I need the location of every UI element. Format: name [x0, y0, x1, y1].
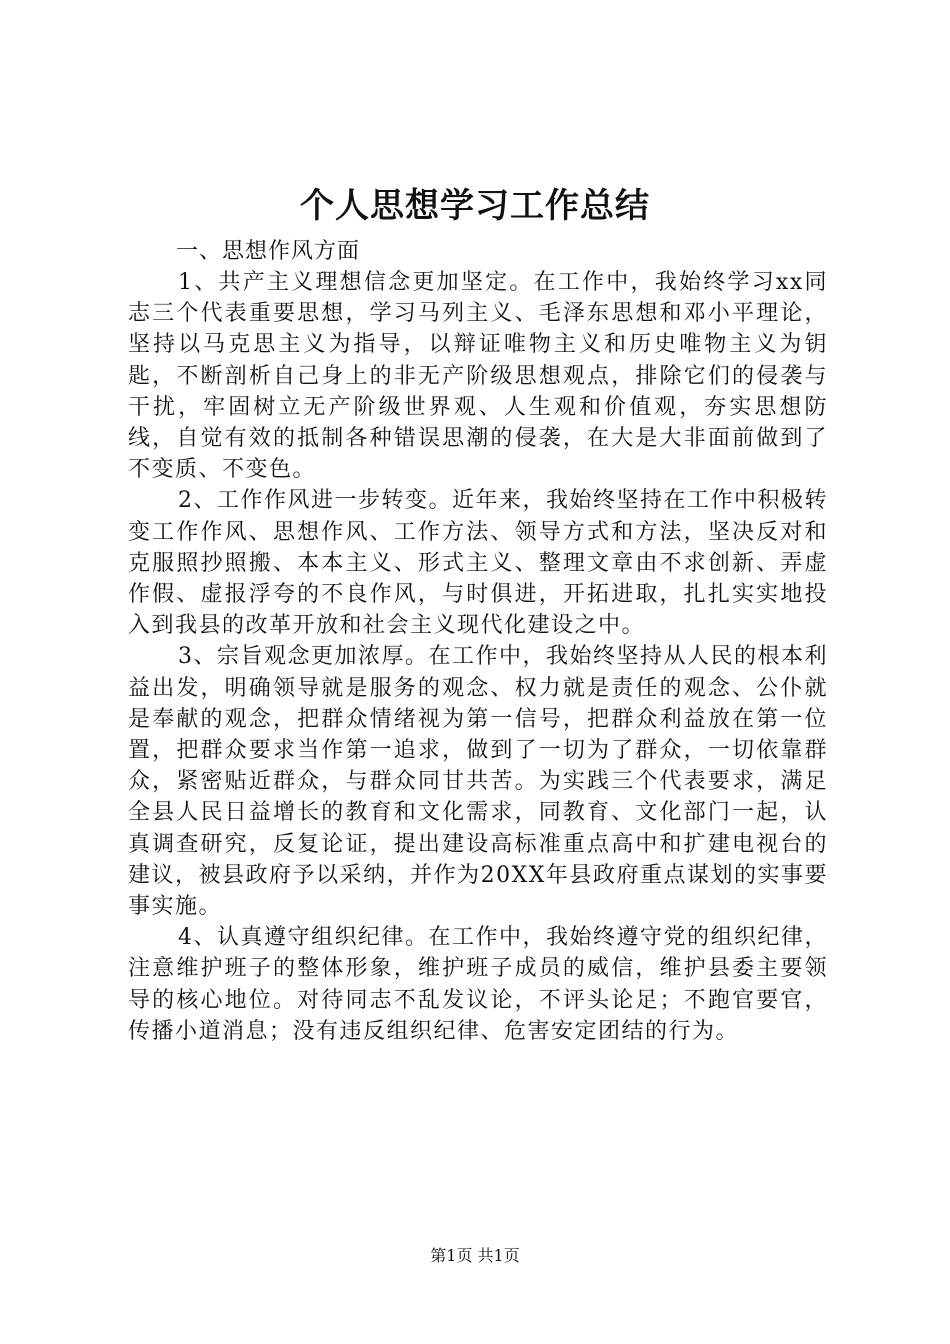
page-number-footer: 第1页 共1页 [430, 1246, 520, 1265]
paragraph-1: 1、共产主义理想信念更加坚定。在工作中，我始终学习xx同志三个代表重要思想，学习马列主义、毛泽东思想和邓小平理论，坚持以马克思主义为指导，以辩证唯物主义和历史唯物主义为钥匙，不断剖析自己身上的非无产阶级思想观点，排除它们的侵袭与干扰，牢固树立无产阶级世界观、人生观和价值观，夯实思想防线，自觉有效的抵制各种错误思潮的侵袭，在大是大非面前做到了不变质、不变色。 [128, 270, 828, 483]
paragraph-4: 4、认真遵守组织纪律。在工作中，我始终遵守党的组织纪律，注意维护班子的整体形象，维护班子成员的威信，维护县委主要领导的核心地位。对待同志不乱发议论，不评头论足；不跑官要官，传播小道消息；没有违反组织纪律、危害安定团结的行为。 [128, 925, 828, 1044]
paragraph-2: 2、工作作风进一步转变。近年来，我始终坚持在工作中积极转变工作作风、思想作风、工作方法、领导方式和方法，坚决反对和克服照抄照搬、本本主义、形式主义、整理文章由不求创新、弄虚作假、虚报浮夸的不良作风，与时俱进，开拓进取，扎扎实实地投入到我县的改革开放和社会主义现代化建设之中。 [128, 488, 828, 639]
section-heading: 一、思想作风方面 [176, 239, 361, 264]
paragraph-3: 3、宗旨观念更加浓厚。在工作中，我始终坚持从人民的根本利益出发，明确领导就是服务的观念、权力就是责任的观念、公仆就是奉献的观念，把群众情绪视为第一信号，把群众利益放在第一位置，把群众要求当作第一追求，做到了一切为了群众，一切依靠群众，紧密贴近群众，与群众同甘共苦。为实践三个代表要求，满足全县人民日益增长的教育和文化需求，同教育、文化部门一起，认真调查研究，反复论证，提出建设高标准重点高中和扩建电视台的建议，被县政府予以采纳，并作为20XX年县政府重点谋划的实事要事实施。 [128, 644, 828, 920]
document-title: 个人思想学习工作总结 [300, 186, 650, 226]
document-body [128, 236, 828, 1047]
